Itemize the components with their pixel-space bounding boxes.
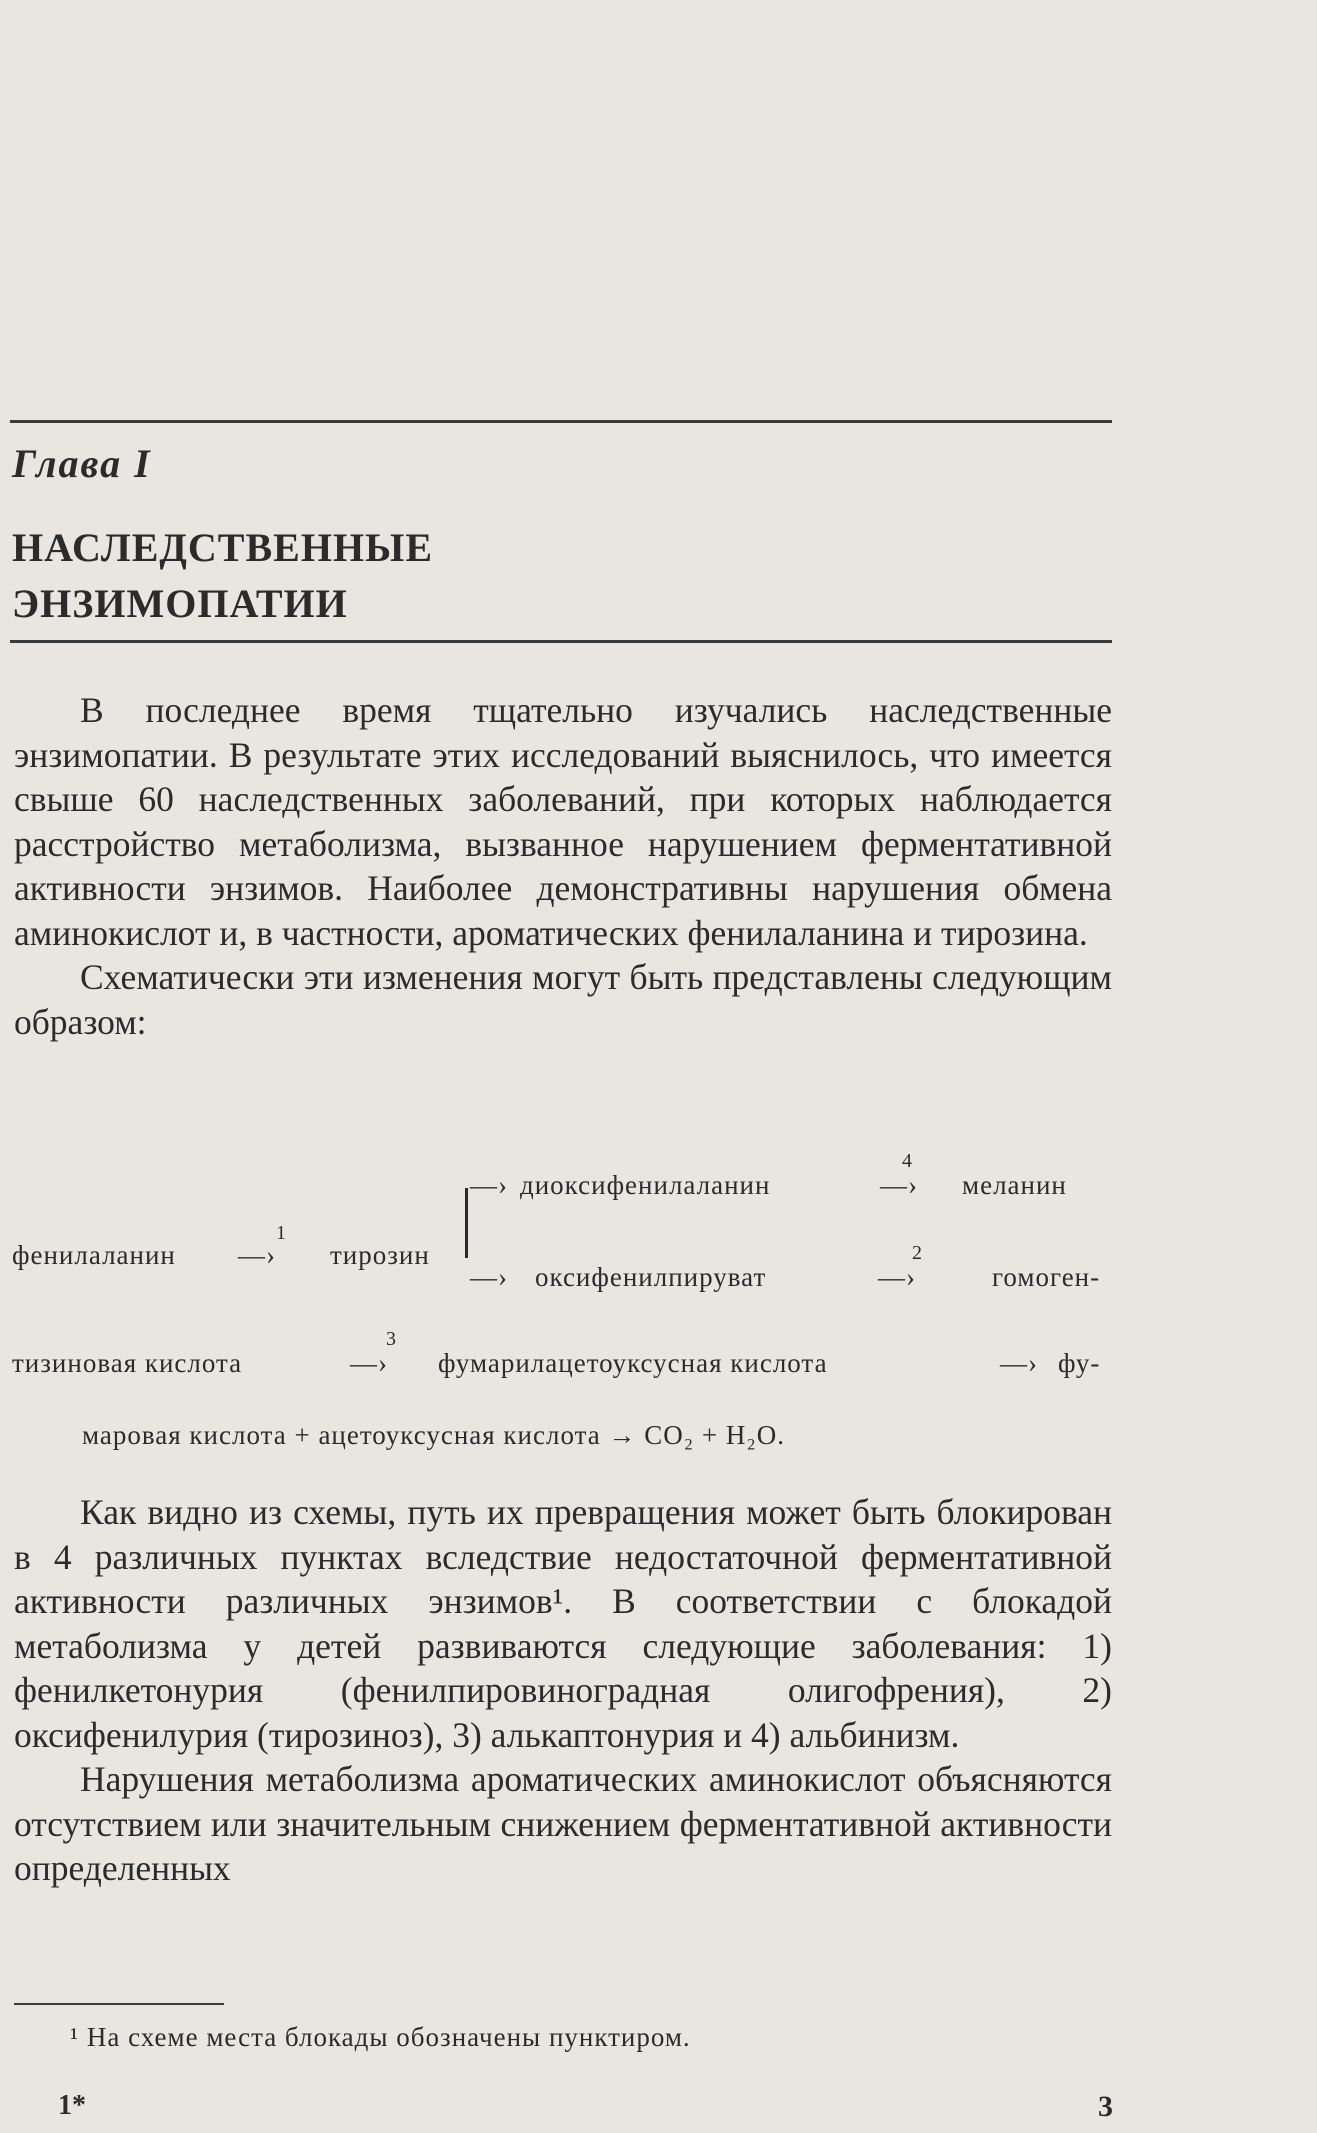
scheme-block3-arrow: —›: [350, 1348, 388, 1378]
scheme-arrow-to-fumarate: —›: [1000, 1348, 1038, 1378]
page-number: 3: [1098, 2090, 1113, 2123]
footnote: ¹ На схеме места блокады обозначены пунктиром.: [70, 2022, 691, 2052]
top-rule: [10, 420, 1112, 423]
scheme-fumarylacetoacetic: фумарилацетоуксусная кислота: [438, 1348, 828, 1378]
title-rule: [10, 640, 1112, 643]
footnote-rule: [14, 2003, 224, 2005]
scheme-fumarate-part1: фу-: [1058, 1348, 1101, 1378]
scheme-arrow-to-dopa: —›: [470, 1170, 508, 1200]
metabolic-scheme: [0, 1150, 1117, 1480]
chapter-title-line1: НАСЛЕДСТВЕННЫЕ: [12, 525, 434, 570]
chapter-title: [12, 520, 433, 632]
scheme-final-line: маровая кислота + ацетоуксусная кислота → CO₂ + H₂O.: [82, 1420, 786, 1450]
intro-text: [14, 688, 1112, 1044]
scheme-block2-label: 2: [912, 1242, 923, 1264]
scheme-block4-arrow: —›: [880, 1170, 918, 1200]
scheme-arrow-to-hpp: —›: [470, 1262, 508, 1292]
paragraph-3: Как видно из схемы, путь их превращения может быть блокирован в 4 различных пунктах вследствие недостаточной ферментативной активности различных энзимов¹. В соответствии с блокадой метаболизма у детей развиваются следующие заболевания: 1) фенилкетонурия (фенилпировиноградная олигофрения), 2) оксифенилурия (тирозиноз), 3) алькаптонурия и 4) альбинизм.: [14, 1492, 1112, 1755]
chapter-label: Глава I: [12, 441, 152, 486]
scheme-hydroxyphenylpyruvate: оксифенилпируват: [535, 1262, 767, 1292]
scheme-dopa: диоксифенилаланин: [520, 1170, 771, 1200]
scheme-block1-label: 1: [276, 1222, 287, 1244]
paragraph-2: Схематически эти изменения могут быть представлены следующим образом:: [14, 957, 1112, 1042]
chapter-title-line2: ЭНЗИМОПАТИИ: [12, 581, 348, 626]
scheme-homogentisic-part1: гомоген-: [992, 1262, 1101, 1292]
paragraph-1: В последнее время тщательно изучались наследственные энзимопатии. В результате этих исследований выяснилось, что имеется свыше 60 наследственных заболеваний, при которых наблюдается расстройство метаболизма, вызванное нарушением ферментативной активности энзимов. Наиболее демонстративны нарушения обмена аминокислот и, в частности, ароматических фенилаланина и тирозина.: [14, 690, 1112, 953]
scheme-block3-label: 3: [386, 1328, 397, 1350]
scheme-block2-arrow: —›: [878, 1262, 916, 1292]
scheme-homogentisic-part2: тизиновая кислота: [12, 1348, 243, 1378]
scheme-block4-label: 4: [902, 1150, 913, 1172]
discussion-text: [14, 1490, 1112, 1891]
scheme-branch-bracket: [465, 1188, 468, 1258]
printer-signature: 1*: [58, 2090, 86, 2121]
scheme-melanin: меланин: [962, 1170, 1067, 1200]
scheme-tyrosine: тирозин: [330, 1240, 430, 1270]
scheme-phenylalanine: фенилаланин: [12, 1240, 176, 1270]
scheme-block1-arrow: —›: [238, 1240, 276, 1270]
paragraph-4: Нарушения метаболизма ароматических аминокислот объясняются отсутствием или значительным снижением ферментативной активности определенных: [14, 1759, 1112, 1888]
